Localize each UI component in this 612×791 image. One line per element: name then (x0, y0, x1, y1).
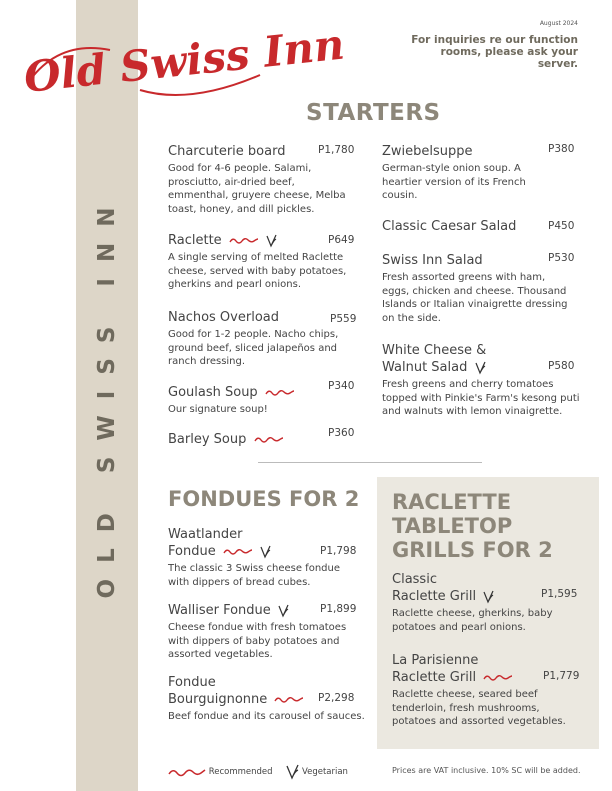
item-price: P530 (548, 252, 575, 264)
item-price: P559 (330, 313, 357, 325)
item-price: P360 (328, 427, 355, 439)
item-desc: A single serving of melted Raclette cheese, served with baby potatoes, gherkins and pearl onions. (168, 252, 347, 290)
menu-item-waatlander-fondue (168, 526, 363, 589)
item-name: Fondue (168, 675, 216, 690)
item-desc: Fresh assorted greens with ham, eggs, chicken and cheese. Thousand Islands or Italian vinaigrette dressing on the side. (382, 272, 568, 324)
item-price: P649 (328, 234, 355, 246)
item-name: Bourguignonne (168, 692, 268, 707)
legend (168, 764, 348, 780)
vegetarian-leaf-icon (474, 361, 486, 375)
item-price: P1,780 (318, 144, 355, 156)
item-price: P580 (548, 360, 575, 372)
recommended-icon (265, 388, 295, 397)
item-name: Nachos Overload (168, 310, 279, 325)
item-name: White Cheese & (382, 343, 487, 358)
recommended-icon (483, 673, 513, 682)
item-name: Fondue (168, 544, 216, 559)
menu-date: August 2024 (539, 20, 578, 27)
raclette-heading: RACLETTE TABLETOP GRILLS FOR 2 (392, 490, 553, 562)
item-name: Charcuterie board (168, 144, 286, 159)
menu-item-zwiebelsuppe (382, 143, 552, 203)
item-desc: Good for 1-2 people. Nacho chips, ground beef, sliced jalapeños and ranch dressing. (168, 329, 339, 367)
item-name: Waatlander (168, 527, 243, 542)
menu-item-classic-raclette-grill (392, 571, 562, 634)
starters-heading: STARTERS (306, 100, 441, 126)
menu-item-swiss-inn-salad (382, 252, 575, 325)
item-name: Classic Caesar Salad (382, 219, 517, 234)
item-name: Raclette (168, 233, 222, 248)
item-price: P340 (328, 380, 355, 392)
vegetarian-leaf-icon (277, 604, 289, 618)
item-name: Walnut Salad (382, 360, 468, 375)
item-price: P1,595 (541, 588, 578, 600)
vegetarian-leaf-icon (259, 545, 271, 559)
svg-text:Old Swiss Inn: Old Swiss Inn (21, 19, 347, 102)
vegetarian-leaf-icon (285, 764, 299, 780)
recommended-icon (274, 695, 304, 704)
item-desc: German-style onion soup. A heartier version of its French cousin. (382, 163, 526, 201)
item-desc: Raclette cheese, seared beef tenderloin, fresh mushrooms, potatoes and assorted vegetables. (392, 689, 566, 727)
recommended-icon (168, 767, 206, 778)
item-desc: Cheese fondue with fresh tomatoes with dippers of baby potatoes and assorted vegetables. (168, 622, 347, 660)
item-name: Raclette Grill (392, 670, 477, 685)
recommended-icon (229, 236, 259, 245)
fondues-heading: FONDUES FOR 2 (168, 487, 360, 511)
inquiry-note: For inquiries re our function rooms, please ask your server. (411, 34, 578, 70)
item-desc: Our signature soup! (168, 404, 268, 415)
item-price: P450 (548, 220, 575, 232)
item-name: Raclette Grill (392, 589, 477, 604)
item-desc: Beef fondue and its carousel of sauces. (168, 711, 365, 722)
vegetarian-leaf-icon (265, 234, 277, 248)
item-name: Swiss Inn Salad (382, 253, 483, 268)
item-price: P2,298 (318, 692, 355, 704)
item-desc: The classic 3 Swiss cheese fondue with dippers of bread cubes. (168, 563, 340, 588)
item-name: Zwiebelsuppe (382, 144, 473, 159)
legend-recommended: Recommended (208, 767, 273, 777)
item-price: P380 (548, 143, 575, 155)
section-divider (258, 462, 482, 463)
menu-item-white-cheese-walnut-salad (382, 342, 582, 419)
legend-vegetarian: Vegetarian (301, 767, 348, 777)
item-name: Goulash Soup (168, 385, 258, 400)
item-name: Classic (392, 572, 437, 587)
vertical-title: OLD SWISS INN (94, 191, 120, 599)
item-desc: Fresh greens and cherry tomatoes topped with Pinkie's Farm's kesong puti and walnuts with lemon vinaigrette. (382, 379, 580, 417)
item-price: P1,779 (543, 670, 580, 682)
item-name: Walliser Fondue (168, 603, 271, 618)
vat-note: Prices are VAT inclusive. 10% SC will be added. (392, 766, 581, 775)
item-price: P1,798 (320, 545, 357, 557)
old-swiss-inn-logo (20, 19, 347, 105)
menu-item-caesar-salad (382, 218, 552, 235)
recommended-icon (254, 435, 284, 444)
item-name: Barley Soup (168, 432, 247, 447)
menu-item-la-parisienne-raclette-grill (392, 652, 567, 729)
item-desc: Raclette cheese, gherkins, baby potatoes and pearl onions. (392, 608, 553, 633)
item-price: P1,899 (320, 603, 357, 615)
recommended-icon (223, 547, 253, 556)
vegetarian-leaf-icon (482, 590, 494, 604)
item-name: La Parisienne (392, 653, 479, 668)
item-desc: Good for 4-6 people. Salami, prosciutto, air-dried beef, emmenthal, gruyere cheese, Melba toast, honey, and dill pickles. (168, 163, 346, 215)
